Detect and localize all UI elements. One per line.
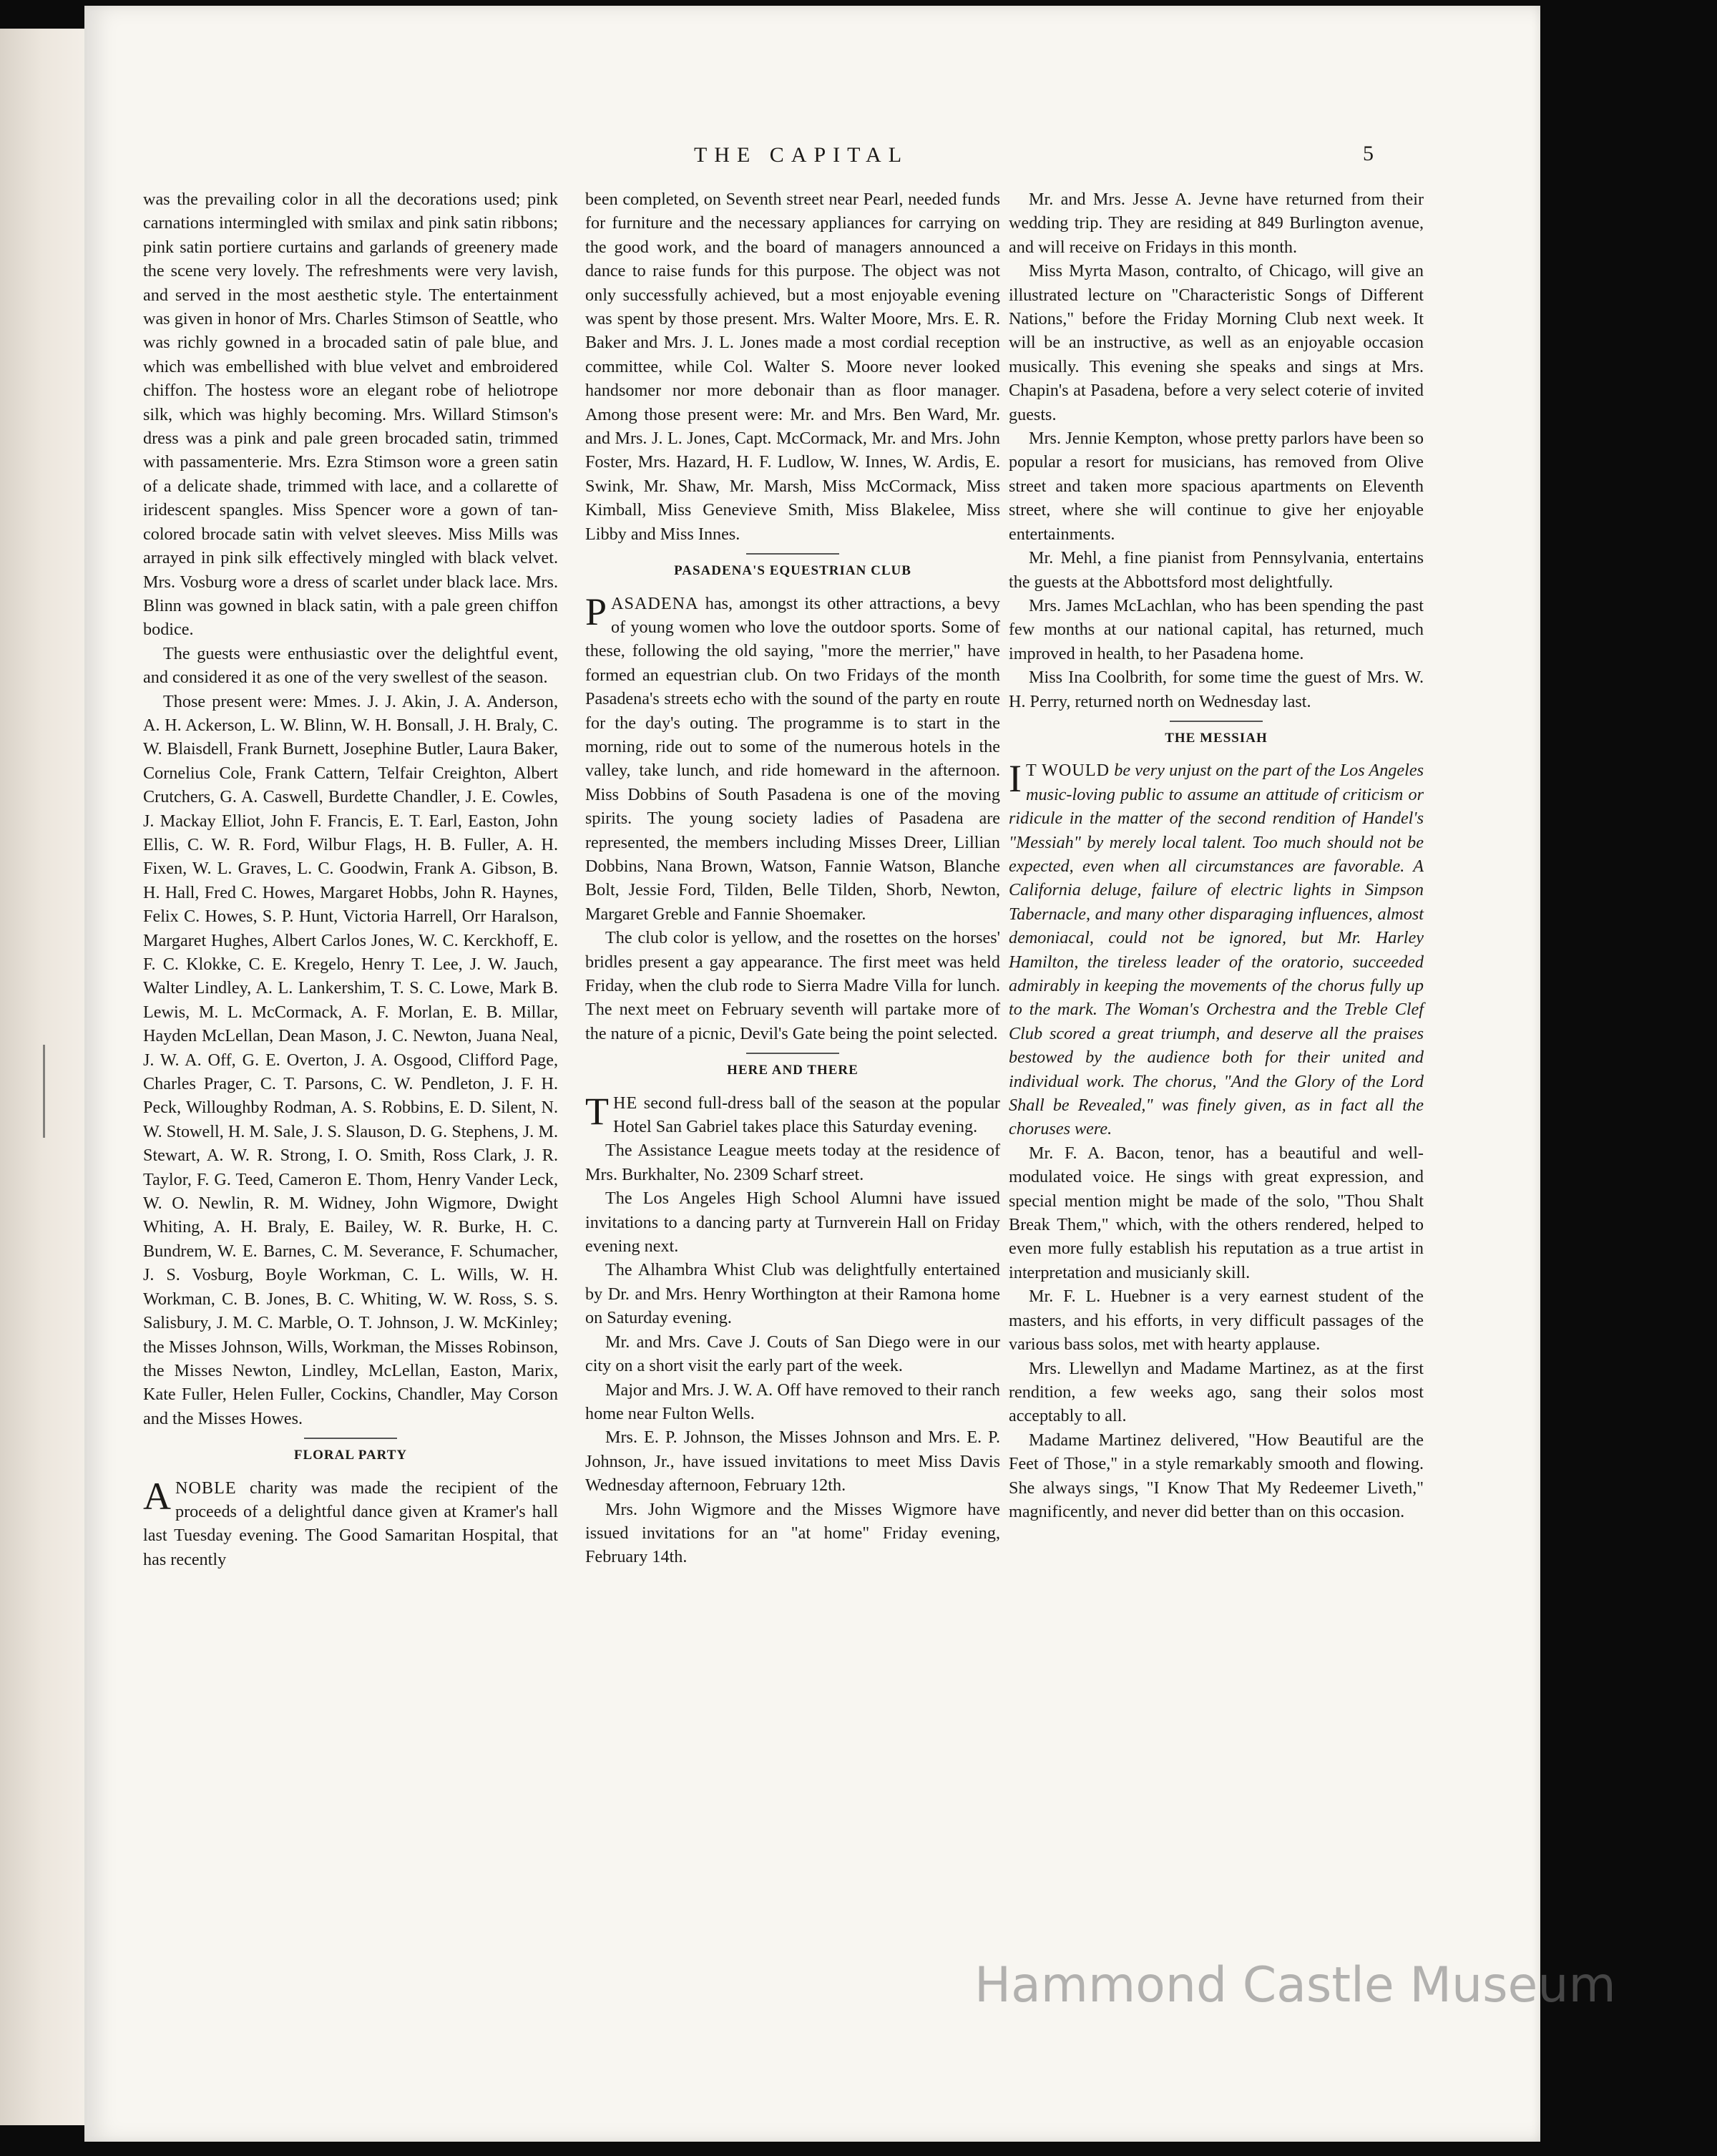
paragraph-text: charity was made the recipient of the proceeds of a delightful dance given at Kramer's hall last Tuesday evening. The Good Samaritan Hospital, that has recently: [143, 1478, 558, 1569]
paragraph: was the prevailing color in all the decorations used; pink carnations intermingled with smilax and pink satin ribbons; pink satin portiere curtains and garlands of greenery made the scene very lovely. The refreshments were very lavish, and served in the most aesthetic style. The entertainment was given in honor of Mrs. Charles Stimson of Seattle, who was richly gowned in a brocaded satin of pale blue, and which was embellished with blue velvet and embroidered chiffon. The hostess wore an elegant robe of heliotrope silk, which was highly becoming. Mrs. Willard Stimson's dress was a pink and pale green brocaded satin, trimmed with passamenterie. Mrs. Ezra Stimson wore a green satin of a delicate shade, trimmed with lace, and a collarette of iridescent spangles. Miss Spencer wore a gown of tan-colored brocade satin with velvet sleeves. Miss Mills was arrayed in pink silk effectively mingled with black velvet. Mrs. Vosburg wore a dress of scarlet under black lace. Mrs. Blinn was gowned in black satin, with a pale green chiffon bodice.: [143, 190, 558, 640]
paragraph: Miss Ina Coolbrith, for some time the guest of Mrs. W. H. Perry, returned north on Wednesday last.: [1009, 668, 1424, 711]
opening-word: HE: [613, 1093, 638, 1113]
paragraph: The Alhambra Whist Club was delightfully entertained by Dr. and Mrs. Henry Worthington at their Ramona home on Saturday evening.: [585, 1260, 1000, 1328]
drop-cap: A: [143, 1474, 171, 1518]
opening-word: T WOULD: [1025, 761, 1110, 781]
paragraph: Madame Martinez delivered, "How Beautiful are the Feet of Those," in a style remarkably smooth and flowing. She always sings, "I Know That My Redeemer Liveth," magnificently, and never did better than on this occasion.: [1009, 1430, 1424, 1521]
paragraph-text: second full-dress ball of the season at the popular Hotel San Gabriel takes place this Saturday evening.: [613, 1093, 1000, 1137]
section-title-floral-party: FLORAL PARTY: [143, 1438, 558, 1467]
page-number: 5: [1363, 142, 1374, 165]
paragraph: been completed, on Seventh street near Pearl, needed funds for furniture and the necessary appliances for carrying on the good work, and the board of managers announced a dance to raise funds for this purpose. The object was not only successfully achieved, but a most enjoyable evening was spent by those present. Mrs. Walter Moore, Mrs. E. R. Baker and Mrs. J. L. Jones made a most cordial reception committee, while Col. Walter S. Moore never looked handsomer nor more debonair than as floor manager. Among those present were: Mr. and Mrs. Ben Ward, Mr. and Mrs. J. L. Jones, Capt. McCormack, Mr. and Mrs. John Foster, Mrs. Hazard, H. F. Ludlow, W. Innes, W. Ardis, E. Swink, Mr. Shaw, Mr. Marsh, Miss McCormack, Miss Kimball, Miss Genevieve Smith, Miss Blakelee, Miss Libby and Miss Innes.: [585, 190, 1000, 544]
here-and-there-opening: [585, 1091, 1000, 1139]
opening-word: NOBLE: [175, 1478, 237, 1498]
paragraph: Major and Mrs. J. W. A. Off have removed to their ranch home near Fulton Wells.: [585, 1380, 1000, 1423]
paragraph: Mr. F. L. Huebner is a very earnest student of the masters, and his efforts, in very difficult passages of the various bass solos, met with hearty applause.: [1009, 1287, 1424, 1355]
messiah-opening: [1009, 758, 1424, 1141]
floral-party-opening: [143, 1476, 558, 1572]
paragraph: The Assistance League meets today at the residence of Mrs. Burkhalter, No. 2309 Scharf street.: [585, 1141, 1000, 1184]
column-1: [143, 187, 558, 1571]
paragraph: Mrs. Jennie Kempton, whose pretty parlors have been so popular a resort for musicians, has removed from Olive street and taken more spacious apartments on Eleventh street, where she will continue to give her enjoyable entertainments.: [1009, 429, 1424, 544]
paragraph: Mr. and Mrs. Cave J. Couts of San Diego were in our city on a short visit the early part of the week.: [585, 1332, 1000, 1376]
paragraph: Mr. Mehl, a fine pianist from Pennsylvania, entertains the guests at the Abbottsford most delightfully.: [1009, 548, 1424, 592]
paragraph: The club color is yellow, and the rosettes on the horses' bridles present a gay appearance. The first meet was held Friday, when the club rode to Sierra Madre Villa for lunch. The next meet on February seventh will partake more of the nature of a picnic, Devil's Gate being the point selected.: [585, 928, 1000, 1043]
section-title-equestrian-club: PASADENA'S EQUESTRIAN CLUB: [585, 553, 1000, 582]
column-3: [1009, 187, 1424, 1523]
paragraph: Mrs. Llewellyn and Madame Martinez, as at the first rendition, a few weeks ago, sang their solos most acceptably to all.: [1009, 1358, 1424, 1426]
paragraph: The Los Angeles High School Alumni have issued invitations to a dancing party at Turnverein Hall on Friday evening next.: [585, 1189, 1000, 1257]
paragraph: Mrs. John Wigmore and the Misses Wigmore have issued invitations for an "at home" Friday evening, February 14th.: [585, 1499, 1000, 1567]
equestrian-opening: [585, 592, 1000, 927]
paragraph: The guests were enthusiastic over the delightful event, and considered it as one of the very swellest of the season.: [143, 643, 558, 688]
paragraph: Mrs. E. P. Johnson, the Misses Johnson and Mrs. E. P. Johnson, Jr., have issued invitations to meet Miss Davis Wednesday afternoon, February 12th.: [585, 1428, 1000, 1496]
paragraph: Mr. and Mrs. Jesse A. Jevne have returned from their wedding trip. They are residing at 849 Burlington avenue, and will receive on Fridays in this month.: [1009, 190, 1424, 257]
page-header-title: THE CAPITAL: [693, 143, 909, 167]
paragraph: Mr. F. A. Bacon, tenor, has a beautiful and well-modulated voice. He sings with great expression, and special mention might be made of the solo, "Thou Shalt Break Them," which, with the others rendered, helped to even more fully establish his reputation as a true artist in interpretation and musicianly skill.: [1009, 1143, 1424, 1282]
section-title-the-messiah: THE MESSIAH: [1009, 721, 1424, 750]
paragraph: Those present were: Mmes. J. J. Akin, J. A. Anderson, A. H. Ackerson, L. W. Blinn, W. H. Bonsall, J. H. Braly, C. W. Blaisdell, Frank Burnett, Josephine Butler, Laura Baker, Cornelius Cole, Frank Cattern, Telfair Creighton, Albert Crutchers, G. A. Caswell, Burdette Chandler, J. E. Cowles, J. Mackay Elliot, John F. Francis, E. T. Earl, Easton, John Ellis, C. W. R. Ford, Wilbur Flags, H. B. Fuller, A. H. Fixen, W. L. Graves, L. C. Goodwin, Frank A. Gibson, B. H. Hall, Fred C. Howes, Margaret Hobbs, John R. Haynes, Felix C. Howes, S. P. Hunt, Victoria Harrell, Orr Haralson, Margaret Hughes, Albert Carlos Jones, W. C. Kerckhoff, E. F. C. Klokke, C. E. Kregelo, Henry T. Lee, J. W. Jauch, Walter Lindley, A. L. Lankershim, T. S. C. Lowe, Mark B. Lewis, M. L. McCormack, A. F. Morlan, E. B. Millar, Hayden McLellan, Dean Mason, J. C. Newton, Juana Neal, J. W. A. Off, G. E. Overton, J. A. Osgood, Clifford Page, Charles Prager, C. T. Parsons, C. W. Pendleton, J. F. H. Peck, Willoughby Rodman, A. S. Robbins, E. D. Silent, N. W. Stowell, H. M. Sale, J. S. Slauson, D. G. Stephens, J. M. Stewart, A. W. R. Strong, I. O. Smith, Ross Clark, J. R. Taylor, F. G. Teed, Cameron E. Thom, Henry Vander Leck, W. O. Newlin, R. M. Widney, John Wigmore, Dwight Whiting, A. H. Braly, E. Bailey, W. R. Burke, H. C. Bundrem, W. E. Barnes, C. M. Severance, F. Schumacher, J. S. Vosburg, Boyle Workman, C. L. Wills, W. H. Workman, C. B. Jones, B. C. Whiting, W. W. Ross, S. S. Salisbury, J. M. C. Marble, O. T. Johnson, J. W. McKinley; the Misses Johnson, Wills, Workman, the Misses Robinson, the Misses Newton, Lindley, McLellan, Easton, Marix, Kate Fuller, Helen Fuller, Cockins, Chandler, May Corson and the Misses Howes.: [143, 691, 558, 1428]
section-title-here-and-there: HERE AND THERE: [585, 1053, 1000, 1082]
drop-cap: I: [1009, 757, 1022, 801]
page-fold: [43, 1045, 67, 1138]
drop-cap: T: [585, 1089, 609, 1133]
column-2: [585, 187, 1000, 1569]
paragraph: Mrs. James McLachlan, who has been spending the past few months at our national capital, has returned, much improved in health, to her Pasadena home.: [1009, 595, 1424, 663]
paragraph-text: has, amongst its other attractions, a bevy of young women who love the outdoor sports. Some of these, following the old saying, "more the merrier," have formed an equestrian club. On two Fridays of the month Pasadena's streets echo with the sound of the party en route for the day's outing. The programme is to start in the morning, ride out to some of the numerous hotels in the valley, take lunch, and ride homeward in the afternoon. Miss Dobbins of South Pasadena is one of the moving spirits. The young society ladies of Pasadena are represented, the members including Misses Dreer, Lillian Dobbins, Nana Brown, Watson, Fannie Watson, Blanche Bolt, Jessie Ford, Tilden, Belle Tilden, Shorb, Newton, Margaret Greble and Fannie Shoemaker.: [585, 593, 1000, 924]
watermark-text: Hammond Castle Museum: [974, 1957, 1616, 2014]
paragraph-text: be very unjust on the part of the Los Angeles music-loving public to assume an attitude of criticism or ridicule in the matter of the second rendition of Handel's "Messiah" by merely local talent. Too much should not be expected, even when all circumstances are favorable. A California deluge, failure of electric lights in Simpson Tabernacle, and many other disparaging influences, almost demoniacal, could not be ignored, but Mr. Harley Hamilton, the tireless leader of the oratorio, succeeded admirably in keeping the movements of the chorus fully up to the mark. The Woman's Orchestra and the Treble Clef Club scored a great triumph, and deserve all the praises bestowed by the audience both for their united and individual work. The chorus, "And the Glory of the Lord Shall be Revealed," was finely given, as in fact all the choruses were.: [1009, 761, 1424, 1139]
opening-word: ASADENA: [611, 593, 699, 613]
paragraph: Miss Myrta Mason, contralto, of Chicago, will give an illustrated lecture on "Characteristic Songs of Different Nations," before the Friday Morning Club next week. It will be an instructive, as well as an enjoyable occasion musically. This evening she speaks and sings at Mrs. Chapin's at Pasadena, before a very select coterie of invited guests.: [1009, 261, 1424, 424]
drop-cap: P: [585, 590, 607, 633]
